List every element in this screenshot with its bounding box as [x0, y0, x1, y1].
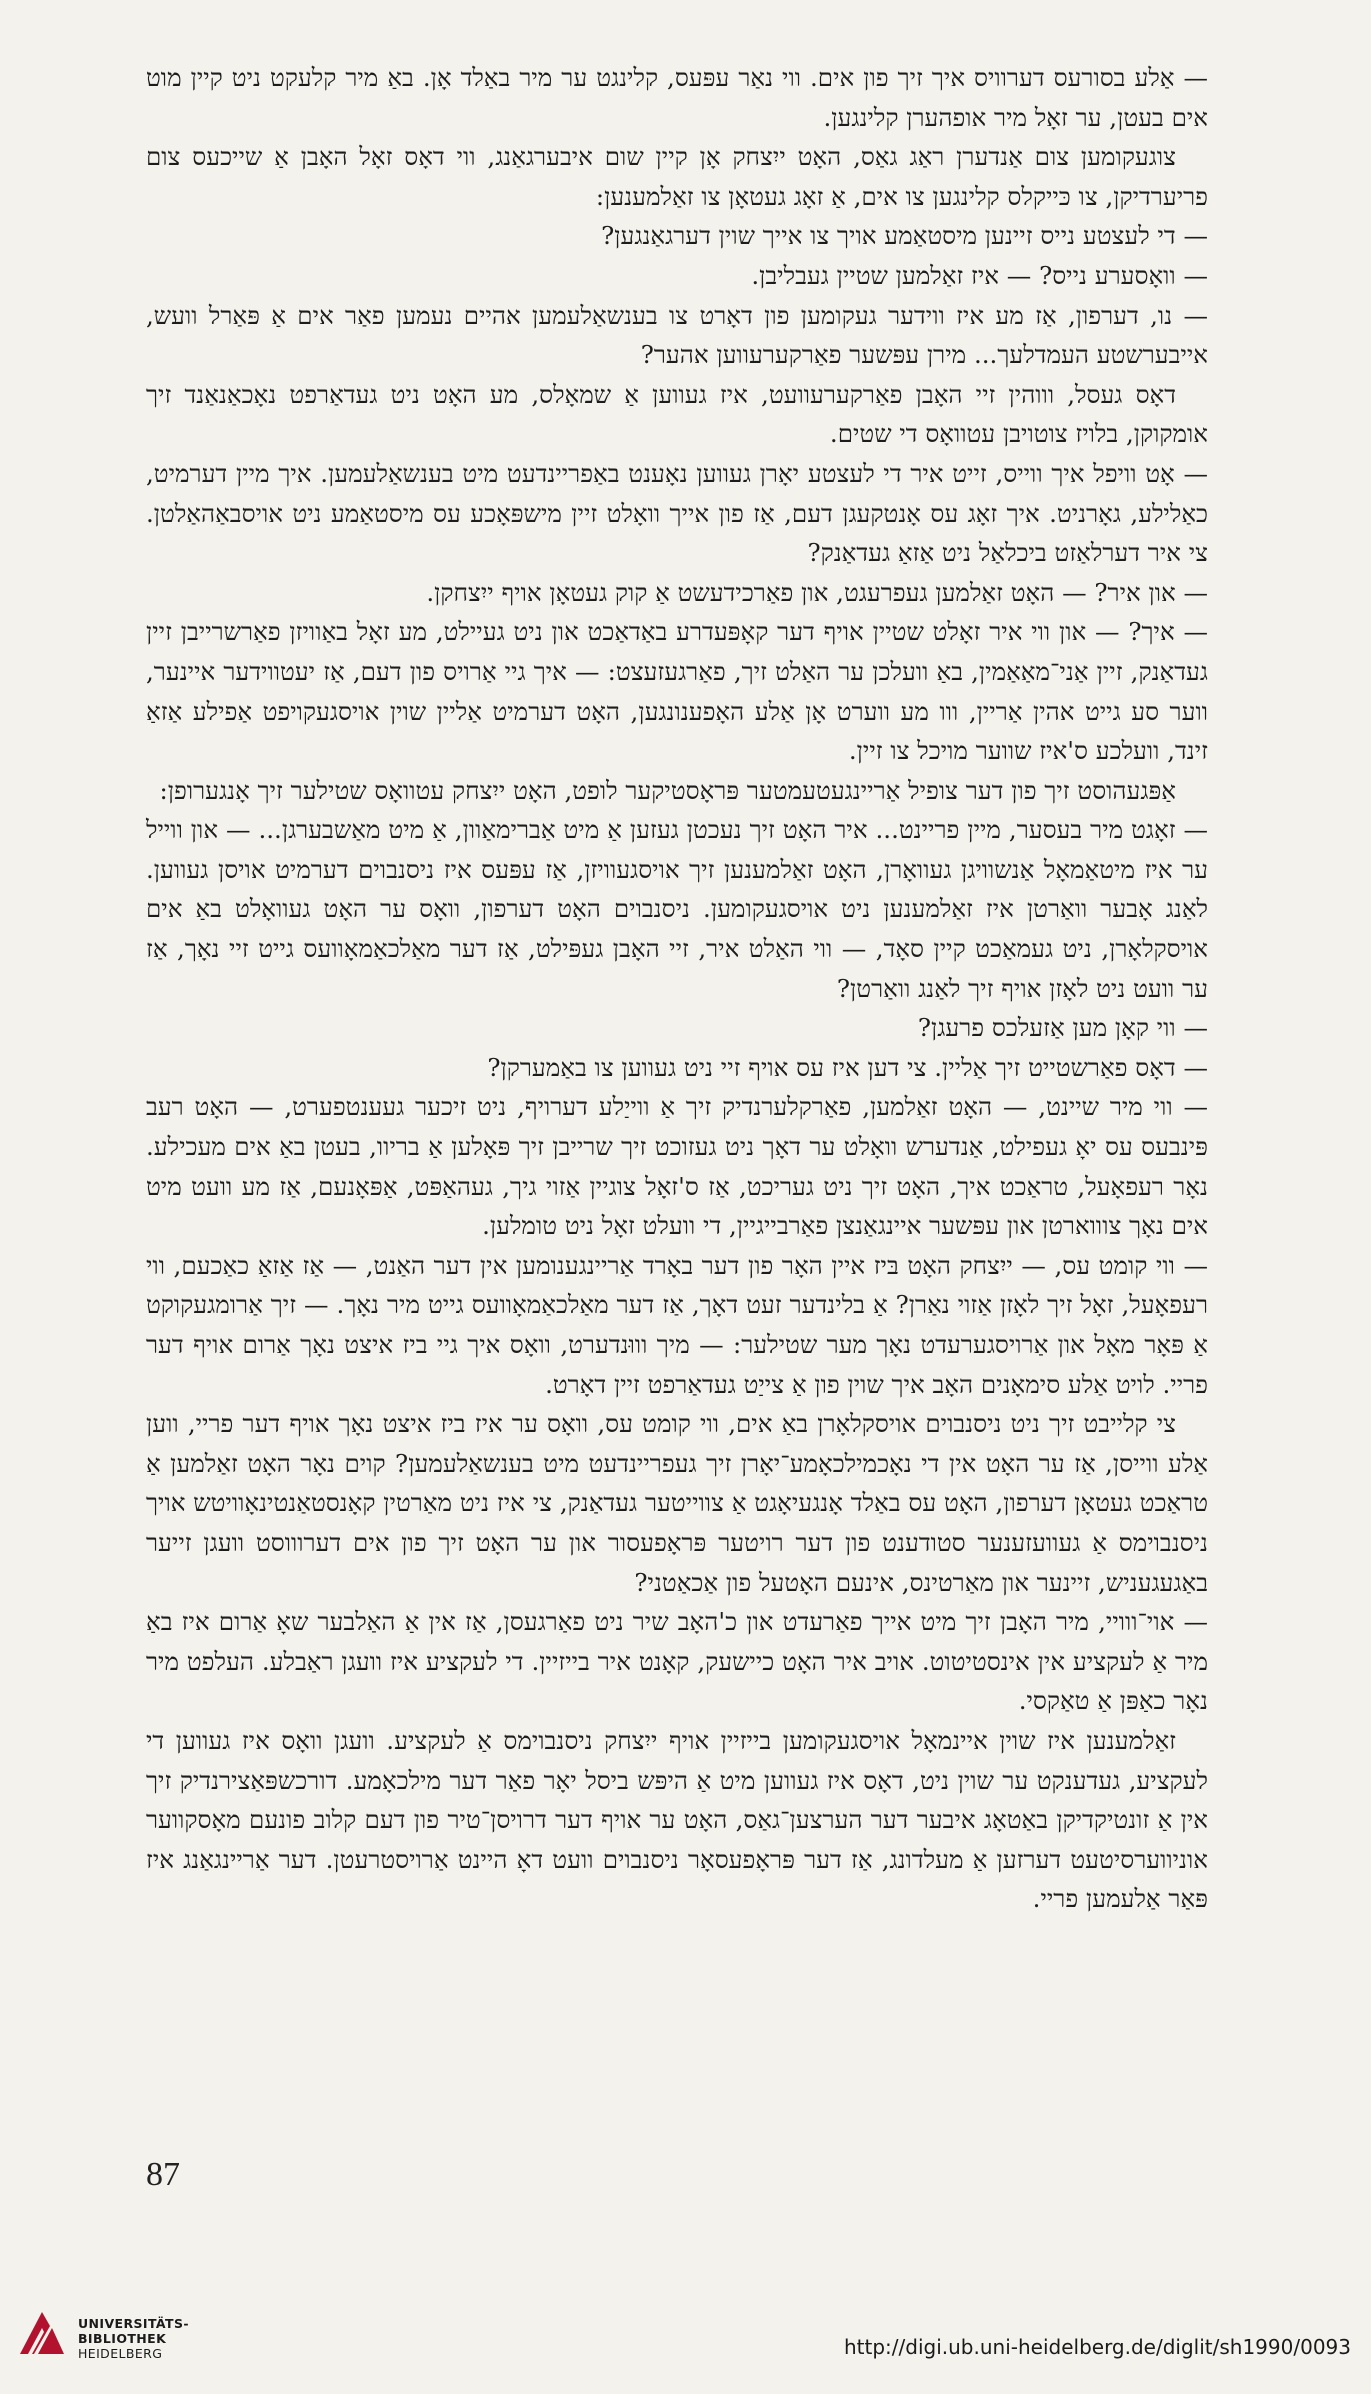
paragraph: — זאָגט מיר בעסער, מיין פריינט... איר האָט זיך נעכטן געזען אַ מיט אַברימאַוון, אַ מיט מאַשבערגן... — און ווייל ער איז מיטאַמאָל אַנשוויגן געוואָרן, האָט זאַלמענען זיך אויסגעוויזן, אַז עפּעס איז ניסנבוים דערמיט אויסן געווען. לאַנג אָבער וואַרטן איז זאַלמענען ניט אויסגעקומען. ניסנבוים האָט דערפון, וואָס ער האָט געוואָלט באַ אים אויסקלאָרן, ניט געמאַכט קיין סאָד, — ווי האַלט איר, זיי האָבן געפּילט, אַז דער מאַלכאַמאָוועס גייט זיי נאָך, אַז ער וועט ניט לאָזן אויף זיך לאַנג וואַרטן? — [146, 815, 1208, 1003]
paragraph: — ווי קאָן מען אַזעלכס פרעגן? — [917, 1013, 1208, 1043]
paragraph: — אָט וויפל איך ווייס, זייט איר די לעצטע יאָרן געווען נאָענט באַפריינדעט מיט בענשאַלעמען. איך מיין דערמיט, כאַלילע, גאָרניט. איך זאָג עס אָנטקעגן דעם, אַז פון אייך וואָלט זיין מישפּאָכע עס מיסטאַמע ניט אויסבאַהאַלטן. צי איר דערלאַזט ביכלאַל ניט אַזאַ געדאַנק? — [146, 458, 1208, 568]
body-text — [146, 58, 1208, 1919]
library-name-line2: BIBLIOTHEK — [78, 2331, 167, 2346]
paragraph: — אוי־ווויי, מיר האָבן זיך מיט אייך פאַרעדט און כ'האָב שיר ניט פאַרגעסן, אַז אין אַ האַלבער שאָ אַרום איז באַ מיר אַ לעקציע אין אינסטיטוט. אויב איר האָט כיישעק, קאָנט איר בייזיין. די לעקציע איז וועגן ראַבלע. העלפט מיר נאָר כאַפּן אַ טאַקסי. — [146, 1607, 1208, 1716]
paragraph: — איך? — און ווי איר זאָלט שטיין אויף דער קאָפּעדרע באַדאַכט און ניט געיילט, מע זאָל באַוויזן פאַרשרייבן זיין געדאַנק, זיין אַני־מאַאַמין, באַ וועלכן ער האַלט זיך, פאַרגעזעצט: — איך גיי אַרויס פון דעם, אַז יעטווידער איינער, ווער סע גייט אהין אַריין, ווו מע ווערט אָן אַלע האָפענונגען, האָט דערמיט אַליין שוין אויסגעקויפט אַפילע אַזאַ זינד, וועלכע ס'איז שווער מויכל צו זיין. — [146, 617, 1208, 766]
paragraph: — נו, דערפון, אַז מע איז ווידער געקומען פון דאָרט צו בענשאַלעמען אהיים נעמען פאַר אים אַ פּאַרל וועש, אייבערשטע העמדלעך... מירן עפּשער פאַרקערעווען אהער? — [146, 300, 1208, 370]
paragraph: — די לעצטע נייס זיינען מיסטאַמע אויך צו אייך שוין דערגאַנגען? — [601, 221, 1208, 251]
library-name-line1: UNIVERSITÄTS- — [78, 2316, 189, 2331]
paragraph: אַפּגעהוסט זיך פון דער צופיל אַריינגעטעמטער פּראָסטיקער לופט, האָט ייִצחק עטוואָס שטילער זיך אָנגערופן: — [159, 775, 1176, 805]
library-name — [78, 2316, 189, 2361]
paragraph: צי קלייבט זיך ניט ניסנבוים אויסקלאָרן באַ אים, ווי קומט עס, וואָס ער איז ביז איצט נאָך אויף דער פריי, ווען אַלע ווייסן, אַז ער האָט אין די נאָכמילכאָמע־יאָרן זיך געפריינדעט מיט בענשאַלעמען? קוים נאָר האָט זאַלמען אַ טראַכט געטאָן דערפון, האָט עס באַלד אָנגעיאָגט אַ צווייטער געדאַנק, צי איז ניט מאַרטין קאָנסטאַנטינאָוויטש אויך ניסנבוימס אַ געוועזענער סטודענט פון דער רויטער פּראָפעסור און ער האָט זיך פון אים דערוווסט וועגן זייער באַגעגעניש, זיינער און מאַרטינס, אינעם האָטעל פון אַכאַטני? — [146, 1409, 1208, 1597]
source-url[interactable]: http://digi.ub.uni-heidelberg.de/diglit/sh1990/0093 — [843, 2335, 1351, 2359]
paragraph: דאָס געסל, וווהין זיי האָבן פאַרקערעוועט, איז געווען אַ שמאָלס, מע האָט ניט געדאַרפט נאָכאַנאַנד זיך אומקוקן, בלויז צוטויבן עטוואָס די שטים. — [146, 379, 1208, 449]
paragraph: זאַלמענען איז שוין איינמאָל אויסגעקומען בייזיין אויף ייִצחק ניסנבוימס אַ לעקציע. וועגן וואָס איז געווען די לעקציע, געדענקט ער שוין ניט, דאָס איז געווען מיט אַ היפּש ביסל יאָר פאַר דער מילכאָמע. דורכשפּאַצירנדיק זיך אין אַ זונטיקדיקן באַטאָג איבער דער הערצען־גאַס, האָט ער אויף דער דרויסן־טיר פון דעם קלוב פונעם מאָסקווער אוניווערסיטעט דערזען אַ מעלדונג, אַז דער פּראָפעסאָר ניסנבוים וועט דאָ היינט אַרויסטרעטן. דער אַריינגאַנג איז פּאַר אַלעמען פריי. — [146, 1725, 1208, 1914]
paragraph: — דאָס פאַרשטייט זיך אַליין. צי דען איז עס אויף זיי ניט געווען צו באַמערקן? — [487, 1052, 1208, 1082]
page-number: 87 — [146, 2156, 180, 2193]
paragraph: — ווי קומט עס, — ייִצחק האָט בּיז איין האָר פון דער באָרד אַריינגענומען אין דער האַנט, — אַז אַזאַ כאַכעם, ווי רעפאָעל, זאָל זיך לאָזן אַזוי נאַרן? אַ בלינדער זעט דאָך, אַז דער מאַלכאַמאָוועס גייט מיר נאָך. — זיך אַרומגעקוקט אַ פּאָר מאָל און אַרויסגערעדט נאָך מער שטילער: — מיך וווּנדערט, וואָס איך גיי ביז איצט נאָך אַרום אויף דער פריי. לויט אַלע סימאָנים האָב איך שוין פון אַ צייַט געדאַרפט זיין דאָרט. — [146, 1250, 1208, 1399]
paragraph: צוגעקומען צום אַנדערן ראַג גאַס, האָט ייִצחק אָן קיין שום איבערגאַנג, ווי דאָס זאָל האָבן אַ שייכעס צום פריערדיקן, צו כּייקלס קלינגען צו אים, אַ זאָג געטאָן צו זאַלמענען: — [146, 142, 1208, 211]
paragraph: — און איר? — האָט זאַלמען געפרעגט, און פאַרכידעשט אַ קוק געטאָן אויף ייִצחקן. — [426, 577, 1208, 607]
library-logo-icon — [14, 2304, 70, 2360]
library-name-line3: HEIDELBERG — [78, 2346, 163, 2361]
paragraph: — אַלע בסורעס דערוויס איך זיך פון אים. ווי נאַר עפּעס, קלינגט ער מיר באַלד אָן. באַ מיר קלעקט ניט קיין מוט אים בעטן, ער זאָל מיר אופהערן קלינגען. — [146, 63, 1208, 132]
paragraph: — ווי מיר שיינט, — האָט זאַלמען, פאַרקלערנדיק זיך אַ ווייַלע דערויף, ניט זיכער געענטפערט, — האָט רעב פּינבעס עס יאָ געפילט, אַנדערש וואָלט ער דאָך ניט געזוכט זיך שרייבן זיך פּאָלען אַ בריוו, בעטן באַ אים מעכילע. נאָר רעפאָעל, טראַכט איך, האָט זיך ניט געריכט, אַז ס'זאָל צוגיין אַזוי גיך, געהאַפּט, אַפּאָנעם, אַז מע וועט מיט אים נאָך צוווארטן און עפּשער איינגאַנצן פאַרבייגיין, די וועלט זאָל ניט טומלען. — [146, 1092, 1208, 1241]
paragraph: — וואָסערע נייס? — איז זאַלמען שטיין געבליבן. — [751, 260, 1208, 290]
